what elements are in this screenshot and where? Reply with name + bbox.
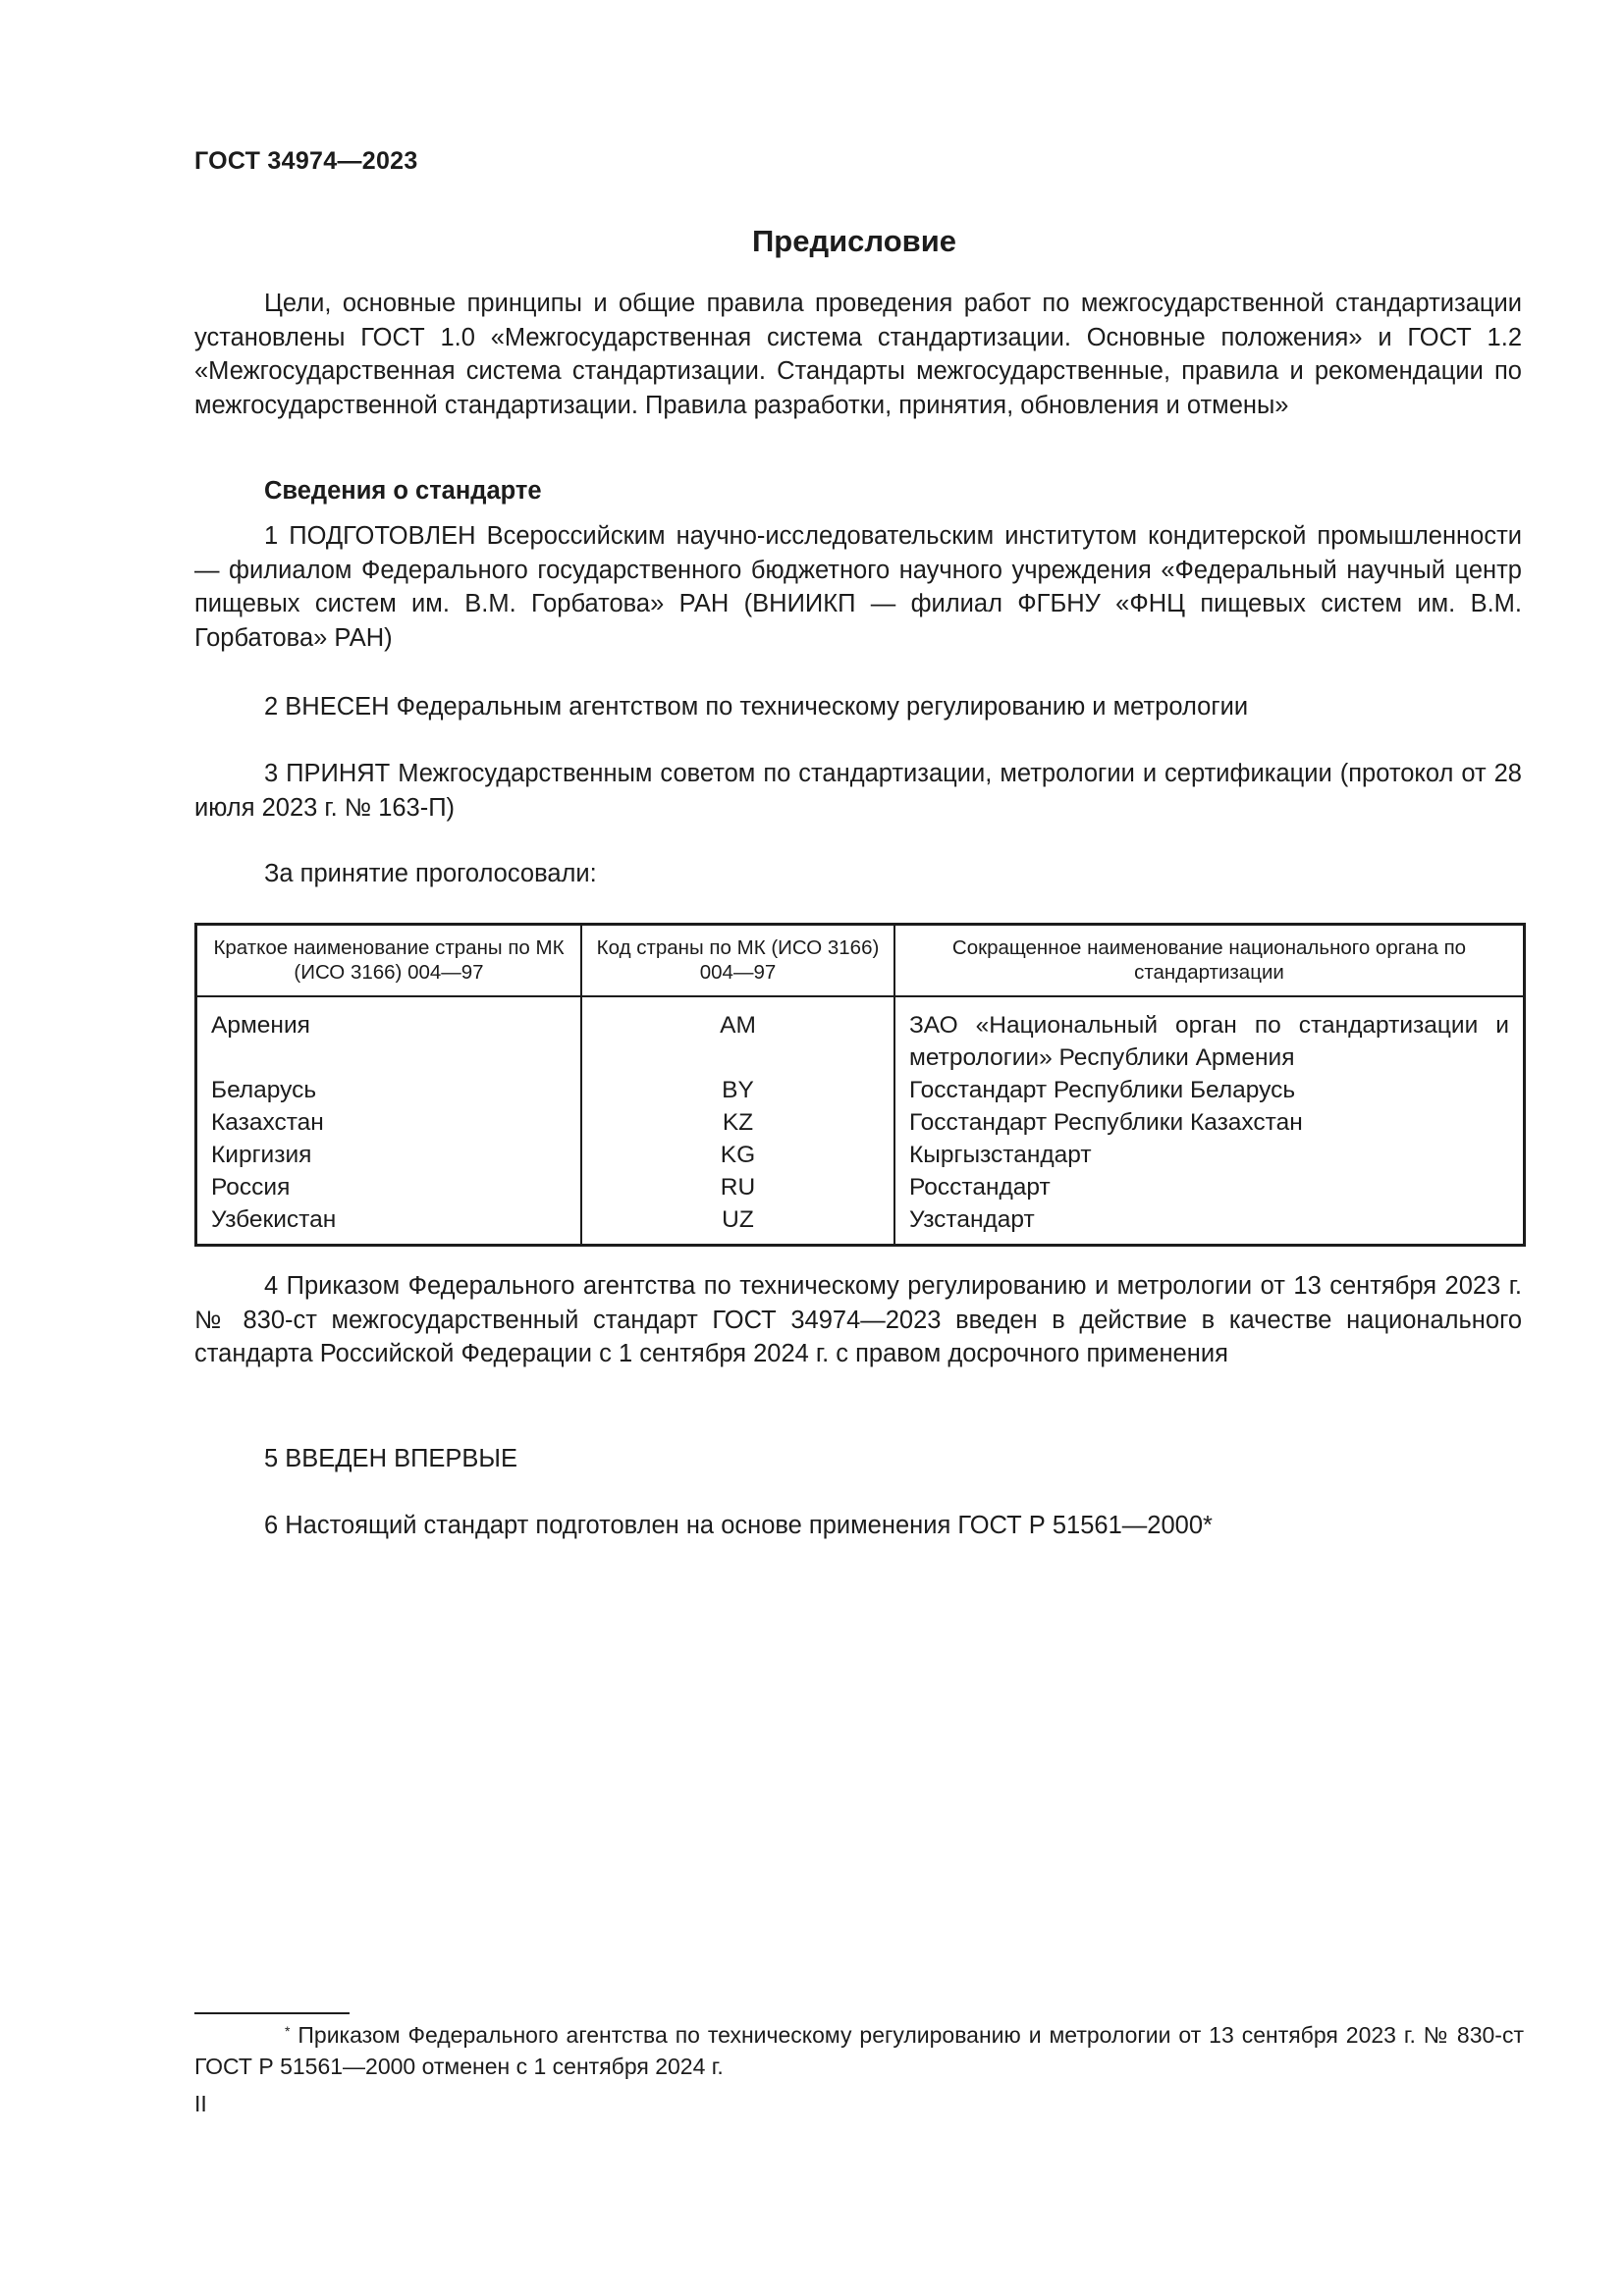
footnote — [194, 2019, 1524, 2082]
table-row — [196, 1139, 1525, 1171]
organization-cell: Госстандарт Республики Беларусь — [909, 1077, 1296, 1103]
item6-paragraph: 6 Настоящий стандарт подготовлен на основе применения ГОСТ Р 51561—2000* — [264, 1512, 1213, 1539]
vote-intro: За принятие проголосовали: — [264, 860, 597, 887]
country-cell: Казахстан — [196, 1106, 582, 1139]
table-row — [196, 1203, 1525, 1246]
vote-intro-block — [194, 857, 1522, 891]
page-number: II — [194, 2091, 207, 2116]
organization-cell: Госстандарт Республики Казахстан — [909, 1109, 1303, 1136]
footnote-text: Приказом Федерального агентства по техническому регулированию и метрологии от 13 сентября 2023 г. № 830-ст ГОСТ Р 51561—2000 отменен с 1 сентября 2024 г. — [194, 2022, 1524, 2079]
footnote-separator — [194, 2012, 350, 2014]
table-row — [196, 1106, 1525, 1139]
footnote-mark: * — [285, 2023, 291, 2039]
table-row — [196, 1074, 1525, 1106]
item1-paragraph: 1 ПОДГОТОВЛЕН Всероссийским научно-исследовательским институтом кондитерской промышленности — филиалом Федерального государственного бюджетного научного учреждения «Федеральный научный центр пищевых систем им. В.М. Горбатова» РАН (ВНИИКП — филиал ФГБНУ «ФНЦ пищевых систем им. В.М. Горбатова» РАН) — [194, 522, 1522, 652]
info-heading-block — [194, 474, 1522, 508]
country-cell: Беларусь — [196, 1074, 582, 1106]
item4-paragraph: 4 Приказом Федерального агентства по техническому регулированию и метрологии от 13 сентября 2023 г. № 830-ст межгосударственный стандарт ГОСТ 34974—2023 введен в действие в качестве национального стандарта Российской Федерации с 1 сентября 2024 г. с правом досрочного применения — [194, 1272, 1522, 1367]
organization-cell: Кыргызстандарт — [909, 1142, 1092, 1168]
header-organization: Сокращенное наименование национального органа по стандартизации — [894, 925, 1525, 997]
item4-block — [194, 1269, 1522, 1371]
item6-block — [194, 1509, 1522, 1543]
item2-block — [194, 690, 1522, 724]
code-cell: UZ — [581, 1203, 894, 1246]
code-cell: AM — [581, 996, 894, 1074]
page-title: Предисловие — [751, 224, 956, 258]
organization-cell: ЗАО «Национальный орган по стандартизации и метрологии» Республики Армения — [909, 1012, 1509, 1071]
item2-paragraph: 2 ВНЕСЕН Федеральным агентством по техническому регулированию и метрологии — [264, 693, 1249, 721]
voting-table — [194, 923, 1526, 1247]
item5-block — [194, 1442, 1522, 1476]
code-cell: RU — [581, 1171, 894, 1203]
country-cell: Россия — [196, 1171, 582, 1203]
intro-block — [194, 287, 1522, 422]
code-cell: KG — [581, 1139, 894, 1171]
item5-paragraph: 5 ВВЕДЕН ВПЕРВЫЕ — [264, 1445, 518, 1472]
header-code: Код страны по МК (ИСО 3166) 004—97 — [581, 925, 894, 997]
info-heading: Сведения о стандарте — [264, 477, 542, 505]
table-header-row — [196, 925, 1525, 997]
header-country: Краткое наименование страны по МК (ИСО 3166) 004—97 — [196, 925, 582, 997]
organization-cell: Узстандарт — [909, 1206, 1035, 1233]
organization-cell: Росстандарт — [909, 1174, 1051, 1201]
item3-block — [194, 757, 1522, 825]
item3-paragraph: 3 ПРИНЯТ Межгосударственным советом по стандартизации, метрологии и сертификации (протокол от 28 июля 2023 г. № 163-П) — [194, 760, 1522, 822]
country-cell: Киргизия — [196, 1139, 582, 1171]
table-row — [196, 996, 1525, 1074]
intro-paragraph: Цели, основные принципы и общие правила проведения работ по межгосударственной стандартизации установлены ГОСТ 1.0 «Межгосударственная система стандартизации. Основные положения» и ГОСТ 1.2 «Межгосударственная система стандартизации. Стандарты межгосударственные, правила и рекомендации по межгосударственной стандартизации. Правила разработки, принятия, обновления и отмены» — [194, 290, 1522, 419]
table-row — [196, 1171, 1525, 1203]
item1-block — [194, 519, 1522, 655]
document-header: ГОСТ 34974—2023 — [194, 147, 418, 175]
country-cell: Узбекистан — [196, 1203, 582, 1246]
code-cell: BY — [581, 1074, 894, 1106]
country-cell: Армения — [196, 996, 582, 1074]
code-cell: KZ — [581, 1106, 894, 1139]
